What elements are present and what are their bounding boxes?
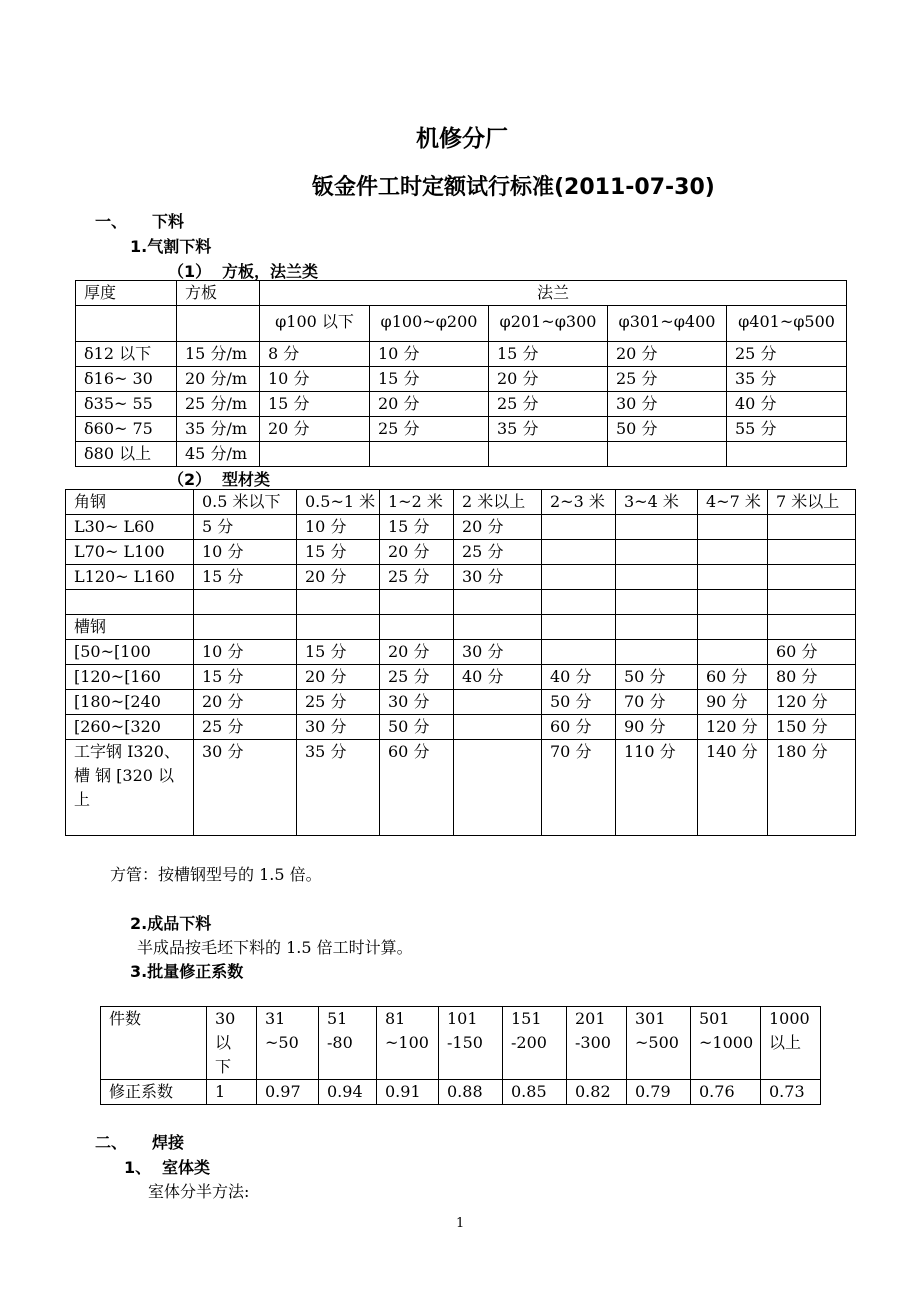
table-cell: 90 分 (616, 715, 698, 740)
subsection-batch-factor: 3.批量修正系数 (130, 962, 244, 981)
table-cell: 10 分 (194, 640, 297, 665)
length-col-header: 0.5 米以下 (194, 490, 297, 515)
table-cell (489, 442, 608, 467)
flange-col-header: φ401~φ500 (727, 306, 847, 342)
table-row (66, 640, 856, 665)
table-cell: 15 分 (260, 392, 370, 417)
table-cell: 80 分 (768, 665, 856, 690)
table-cell (698, 540, 768, 565)
factor-value: 0.76 (691, 1080, 761, 1105)
table-cell: δ35~ 55 (76, 392, 177, 417)
table-cell (260, 442, 370, 467)
table-cell: 60 分 (542, 715, 616, 740)
table-cell: 15 分 (297, 640, 380, 665)
factor-value: 0.88 (439, 1080, 503, 1105)
section-2-number: 二、 (95, 1133, 128, 1152)
table-cell: 60 分 (698, 665, 768, 690)
table-cell: 40 分 (542, 665, 616, 690)
table-row (76, 392, 847, 417)
table-cell: 35 分/m (177, 417, 260, 442)
table-row (76, 417, 847, 442)
length-col-header: 7 米以上 (768, 490, 856, 515)
table-cell (616, 565, 698, 590)
table-cell: 60 分 (768, 640, 856, 665)
table-cell: 15 分 (297, 540, 380, 565)
part-2-number: （2） (168, 470, 212, 489)
table-row (66, 615, 856, 640)
table-cell: 30 分 (297, 715, 380, 740)
table-cell: 25 分 (194, 715, 297, 740)
table-cell: 120 分 (698, 715, 768, 740)
table-cell: L120~ L160 (66, 565, 194, 590)
table-cell: 10 分 (260, 367, 370, 392)
table-cell: 5 分 (194, 515, 297, 540)
table-cell: 70 分 (616, 690, 698, 715)
factor-value: 0.73 (761, 1080, 821, 1105)
table-row (66, 515, 856, 540)
table-cell (454, 715, 542, 740)
chamber-split-text: 室体分半方法: (148, 1182, 250, 1201)
table-cell: 25 分 (370, 417, 489, 442)
table-cell: 25 分 (380, 665, 454, 690)
table-cell (768, 540, 856, 565)
table-cell: 20 分 (454, 515, 542, 540)
table-cell (768, 565, 856, 590)
label-piece-count: 件数 (101, 1007, 207, 1080)
table-cell: 25 分 (727, 342, 847, 367)
factor-value: 1 (207, 1080, 257, 1105)
flange-col-header: φ100~φ200 (370, 306, 489, 342)
table-cell: L30~ L60 (66, 515, 194, 540)
table-cell (768, 515, 856, 540)
table-cell: 8 分 (260, 342, 370, 367)
table-cell: 30 分 (454, 565, 542, 590)
table-cell: [260~[320 (66, 715, 194, 740)
table-cell (194, 615, 297, 640)
factor-value: 0.82 (567, 1080, 627, 1105)
table-cell (380, 615, 454, 640)
table-cell: 40 分 (727, 392, 847, 417)
table-cell: 40 分 (454, 665, 542, 690)
table-cell: 20 分 (380, 540, 454, 565)
label-correction-factor: 修正系数 (101, 1080, 207, 1105)
count-range: 201 -300 (567, 1007, 627, 1080)
table-cell: 15 分/m (177, 342, 260, 367)
table-cell: 20 分 (297, 665, 380, 690)
count-range: 301 ~500 (627, 1007, 691, 1080)
table-cell (454, 615, 542, 640)
document-subtitle: 钣金件工时定额试行标准(2011-07-30) (312, 175, 715, 200)
table-cell (608, 442, 727, 467)
table-cell: 10 分 (194, 540, 297, 565)
table-cell (727, 442, 847, 467)
count-range: 501 ~1000 (691, 1007, 761, 1080)
table-cell: 50 分 (608, 417, 727, 442)
table-cell (454, 740, 542, 836)
table-cell: L70~ L100 (66, 540, 194, 565)
table-cell: 70 分 (542, 740, 616, 836)
header-thickness: 厚度 (76, 281, 177, 306)
length-col-header: 3~4 米 (616, 490, 698, 515)
table-row (66, 690, 856, 715)
table-cell: 120 分 (768, 690, 856, 715)
header-angle-steel: 角钢 (66, 490, 194, 515)
table-cell: 25 分 (297, 690, 380, 715)
table-cell: 15 分 (194, 565, 297, 590)
table-cell: [50~[100 (66, 640, 194, 665)
factor-value: 0.91 (377, 1080, 439, 1105)
count-range: 31 ~50 (257, 1007, 319, 1080)
table-cell: δ16~ 30 (76, 367, 177, 392)
length-col-header: 0.5~1 米 (297, 490, 380, 515)
table-cell (698, 565, 768, 590)
table-cell (66, 590, 194, 615)
table-cell (616, 615, 698, 640)
table-cell: 50 分 (616, 665, 698, 690)
subsection-4-title: 室体类 (162, 1158, 211, 1177)
table-cell: 25 分 (380, 565, 454, 590)
table-cell: 15 分 (380, 515, 454, 540)
count-range: 51 -80 (319, 1007, 377, 1080)
table-cell: [120~[160 (66, 665, 194, 690)
table-cell (177, 306, 260, 342)
table-cell (542, 640, 616, 665)
factor-value: 0.85 (503, 1080, 567, 1105)
profile-steel-table (65, 489, 856, 836)
subsection-4-number: 1、 (124, 1158, 152, 1177)
table-cell: 55 分 (727, 417, 847, 442)
table-cell: 25 分 (489, 392, 608, 417)
factor-value: 0.97 (257, 1080, 319, 1105)
table-cell: 90 分 (698, 690, 768, 715)
batch-factor-table (100, 1006, 821, 1105)
count-range: 101 -150 (439, 1007, 503, 1080)
header-square-plate: 方板 (177, 281, 260, 306)
table-cell: 110 分 (616, 740, 698, 836)
table-cell (698, 615, 768, 640)
table-cell: 35 分 (489, 417, 608, 442)
flange-col-header: φ201~φ300 (489, 306, 608, 342)
table-cell: 20 分 (370, 392, 489, 417)
table-cell: 20 分 (297, 565, 380, 590)
table-cell: 25 分 (454, 540, 542, 565)
page-title: 机修分厂 (416, 126, 508, 152)
table-cell: 10 分 (370, 342, 489, 367)
table-cell (454, 690, 542, 715)
table-cell: 35 分 (297, 740, 380, 836)
table-cell: [180~[240 (66, 690, 194, 715)
table-cell: δ80 以上 (76, 442, 177, 467)
part-1-title: 方板，法兰类 (222, 262, 319, 281)
table-cell: 15 分 (194, 665, 297, 690)
table-cell: 50 分 (542, 690, 616, 715)
table-cell (698, 515, 768, 540)
table-cell: 180 分 (768, 740, 856, 836)
table-cell: 10 分 (297, 515, 380, 540)
count-range: 151 -200 (503, 1007, 567, 1080)
section-1-number: 一、 (95, 212, 128, 231)
count-range: 81 ~100 (377, 1007, 439, 1080)
table-cell: 槽钢 (66, 615, 194, 640)
plate-flange-table (75, 280, 847, 467)
table-cell (76, 306, 177, 342)
table-cell: 30 分 (380, 690, 454, 715)
table-cell (454, 590, 542, 615)
length-col-header: 2 米以上 (454, 490, 542, 515)
table-cell: 20 分 (194, 690, 297, 715)
table-cell (380, 590, 454, 615)
table-cell (194, 590, 297, 615)
table-cell: 20 分 (380, 640, 454, 665)
table-cell (616, 640, 698, 665)
table-cell (297, 615, 380, 640)
table-cell: 20 分/m (177, 367, 260, 392)
table-cell: 45 分/m (177, 442, 260, 467)
table-cell: 30 分 (608, 392, 727, 417)
header-flange: 法兰 (260, 281, 847, 306)
table-cell: 30 分 (194, 740, 297, 836)
length-col-header: 4~7 米 (698, 490, 768, 515)
table-cell (768, 590, 856, 615)
table-cell (698, 590, 768, 615)
table-row (76, 367, 847, 392)
table-row (66, 665, 856, 690)
count-range: 1000 以上 (761, 1007, 821, 1080)
table-row (66, 715, 856, 740)
table-cell: 30 分 (454, 640, 542, 665)
table-cell (616, 515, 698, 540)
finished-cutting-text: 半成品按毛坯下料的 1.5 倍工时计算。 (137, 938, 413, 957)
table-cell: 35 分 (727, 367, 847, 392)
table-row (66, 590, 856, 615)
table-cell: 25 分/m (177, 392, 260, 417)
subsection-finished-cutting: 2.成品下料 (130, 914, 212, 933)
length-col-header: 1~2 米 (380, 490, 454, 515)
table-cell: 60 分 (380, 740, 454, 836)
table-cell (542, 565, 616, 590)
table-cell (542, 540, 616, 565)
table-cell: 20 分 (489, 367, 608, 392)
table-cell (768, 615, 856, 640)
table-cell: δ12 以下 (76, 342, 177, 367)
square-tube-note: 方管：按槽钢型号的 1.5 倍。 (110, 865, 322, 884)
length-col-header: 2~3 米 (542, 490, 616, 515)
table-row (76, 442, 847, 467)
part-2-title: 型材类 (222, 470, 271, 489)
table-row (66, 540, 856, 565)
table-cell: 工字钢 Ⅰ320、槽 钢 [320 以上 (66, 740, 194, 836)
section-2-title: 焊接 (152, 1133, 185, 1152)
table-cell (542, 590, 616, 615)
table-cell: 15 分 (370, 367, 489, 392)
table-cell (542, 515, 616, 540)
factor-value: 0.79 (627, 1080, 691, 1105)
table-cell (616, 590, 698, 615)
table-cell (616, 540, 698, 565)
section-1-title: 下料 (152, 212, 185, 231)
table-cell: δ60~ 75 (76, 417, 177, 442)
table-cell (698, 640, 768, 665)
flange-col-header: φ301~φ400 (608, 306, 727, 342)
table-cell: 20 分 (608, 342, 727, 367)
page-number: 1 (456, 1216, 465, 1231)
table-row (66, 740, 856, 836)
table-row (66, 565, 856, 590)
table-cell (297, 590, 380, 615)
table-cell: 50 分 (380, 715, 454, 740)
table-row (76, 342, 847, 367)
part-1-number: （1） (168, 262, 212, 281)
table-cell: 140 分 (698, 740, 768, 836)
table-cell: 25 分 (608, 367, 727, 392)
table-cell: 15 分 (489, 342, 608, 367)
table-cell (370, 442, 489, 467)
flange-col-header: φ100 以下 (260, 306, 370, 342)
count-range: 30 以 下 (207, 1007, 257, 1080)
factor-value: 0.94 (319, 1080, 377, 1105)
table-cell: 20 分 (260, 417, 370, 442)
table-cell (542, 615, 616, 640)
subsection-gas-cutting: 1.气割下料 (130, 237, 212, 256)
table-cell: 150 分 (768, 715, 856, 740)
